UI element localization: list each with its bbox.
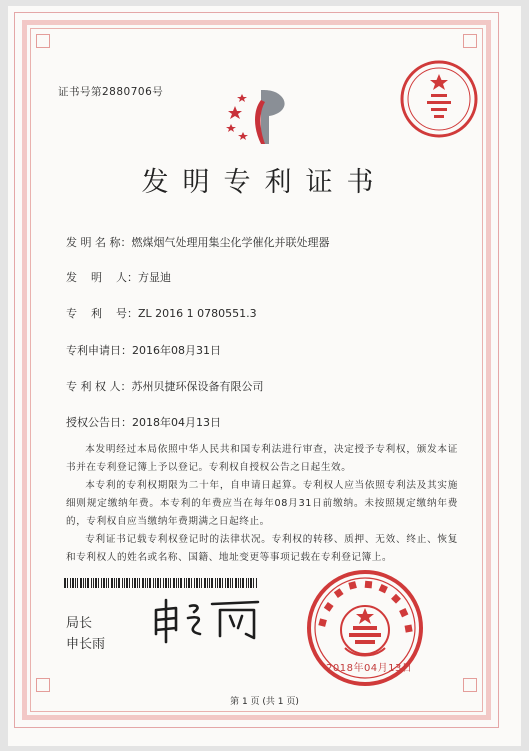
patent-number-row	[66, 305, 257, 321]
barcode-bar	[106, 578, 107, 588]
page-title: 发明专利证书	[141, 167, 388, 198]
barcode-bar	[83, 578, 84, 588]
barcode-bar	[250, 578, 252, 588]
barcode-bar	[139, 578, 140, 588]
barcode-bar	[155, 578, 156, 588]
barcode-bar	[201, 578, 202, 588]
grant-date-value: 2018年04月13日	[132, 416, 221, 429]
barcode-bar	[87, 578, 89, 588]
barcode-bar	[85, 578, 86, 588]
patentee-label: 专 利 权 人：	[66, 380, 132, 393]
patent-number-value: ZL 2016 1 0780551.3	[137, 307, 257, 320]
border-corner-ornament	[463, 678, 477, 692]
barcode-bar	[108, 578, 109, 588]
invention-name-label: 发 明 名 称：	[66, 236, 132, 249]
director-name: 申长雨	[66, 637, 106, 652]
barcode-icon	[64, 578, 260, 588]
barcode-bar	[173, 578, 175, 588]
barcode-bar	[98, 578, 99, 588]
director-title: 局长	[66, 616, 93, 631]
barcode-bar	[145, 578, 146, 588]
barcode-bar	[142, 578, 144, 588]
invention-name-value: 燃煤烟气处理用集尘化学催化并联处理器	[131, 236, 330, 249]
patentee-row	[66, 378, 264, 394]
invention-name-row	[66, 234, 330, 250]
barcode-bar	[124, 578, 125, 588]
barcode-bar	[80, 578, 82, 588]
border-corner-ornament	[36, 678, 50, 692]
barcode-bar	[242, 578, 244, 588]
certificate-number: 证书号第2880706号	[58, 86, 164, 98]
barcode-bar	[149, 578, 151, 588]
barcode-bar	[153, 578, 154, 588]
barcode-bar	[204, 578, 206, 588]
barcode-bar	[101, 578, 102, 588]
barcode-bar	[196, 578, 198, 588]
body-paragraph: 本专利的专利权期限为二十年，自申请日起算。专利权人应当依照专利法及其实施细则规定缴纳年费。本专利的年费应当在每年08月31日前缴纳。未按照规定缴纳年费的，专利权自应当缴纳年费期满之日起终止。	[66, 480, 458, 527]
handwritten-signature-icon	[150, 596, 270, 644]
barcode-bar	[93, 578, 94, 588]
body-paragraph: 专利证书记载专利权登记时的法律状况。专利权的转移、质押、无效、终止、恢复和专利权人的姓名或名称、国籍、地址变更等事项记载在专利登记簿上。	[66, 534, 458, 563]
barcode-bar	[248, 578, 249, 588]
border-corner-ornament	[463, 34, 477, 48]
barcode-bar	[91, 578, 92, 588]
barcode-bar	[111, 578, 113, 588]
body-paragraph: 本发明经过本局依照中华人民共和国专利法进行审查，决定授予专利权，颁发本证书并在专利登记簿上予以登记。专利权自授权公告之日起生效。	[66, 444, 458, 473]
barcode-bar	[240, 578, 241, 588]
barcode-bar	[211, 578, 213, 588]
barcode-bar	[227, 578, 229, 588]
barcode-bar	[199, 578, 200, 588]
barcode-bar	[116, 578, 117, 588]
barcode-bar	[147, 578, 148, 588]
barcode-bar	[225, 578, 226, 588]
barcode-bar	[134, 578, 136, 588]
patent-number-label: 专 利 号：	[66, 307, 138, 320]
barcode-bar	[176, 578, 177, 588]
page-number: 第 1 页 (共 1 页)	[230, 697, 299, 707]
barcode-bar	[207, 578, 208, 588]
barcode-bar	[219, 578, 221, 588]
patent-office-logo-icon	[225, 86, 295, 148]
grant-date-row	[66, 414, 221, 430]
barcode-bar	[215, 578, 216, 588]
barcode-bar	[217, 578, 218, 588]
barcode-bar	[194, 578, 195, 588]
border-corner-ornament	[36, 34, 50, 48]
barcode-bar	[118, 578, 120, 588]
barcode-bar	[95, 578, 97, 588]
application-date-label: 专利申请日：	[66, 344, 132, 357]
barcode-bar	[122, 578, 123, 588]
barcode-bar	[232, 578, 233, 588]
barcode-bar	[186, 578, 187, 588]
barcode-bar	[253, 578, 254, 588]
application-date-value: 2016年08月31日	[132, 344, 221, 357]
barcode-bar	[246, 578, 247, 588]
application-date-row	[66, 342, 221, 358]
patentee-value: 苏州贝捷环保设备有限公司	[131, 380, 264, 393]
inventor-value: 方显迪	[137, 271, 171, 284]
barcode-bar	[103, 578, 105, 588]
barcode-bar	[256, 578, 257, 588]
patent-seal-top-icon	[398, 58, 480, 140]
barcode-bar	[72, 578, 74, 588]
barcode-bar	[77, 578, 78, 588]
barcode-bar	[178, 578, 179, 588]
barcode-bar	[222, 578, 223, 588]
barcode-bar	[191, 578, 192, 588]
barcode-bar	[64, 578, 66, 588]
barcode-bar	[160, 578, 161, 588]
barcode-bar	[126, 578, 128, 588]
barcode-bar	[163, 578, 164, 588]
inventor-row	[66, 269, 171, 285]
barcode-bar	[188, 578, 190, 588]
barcode-bar	[180, 578, 182, 588]
barcode-bar	[70, 578, 71, 588]
barcode-bar	[67, 578, 68, 588]
barcode-bar	[170, 578, 171, 588]
barcode-bar	[184, 578, 185, 588]
certificate-body	[66, 441, 458, 567]
grant-date-label: 授权公告日：	[66, 416, 132, 429]
barcode-bar	[165, 578, 167, 588]
barcode-bar	[137, 578, 138, 588]
seal-date: 2018年04月13日	[326, 663, 413, 674]
barcode-bar	[238, 578, 239, 588]
barcode-bar	[230, 578, 231, 588]
barcode-bar	[168, 578, 169, 588]
barcode-bar	[157, 578, 159, 588]
inventor-label: 发 明 人：	[66, 271, 138, 284]
barcode-bar	[114, 578, 115, 588]
barcode-bar	[75, 578, 76, 588]
barcode-bar	[209, 578, 210, 588]
barcode-bar	[235, 578, 237, 588]
barcode-bar	[132, 578, 133, 588]
barcode-bar	[129, 578, 130, 588]
